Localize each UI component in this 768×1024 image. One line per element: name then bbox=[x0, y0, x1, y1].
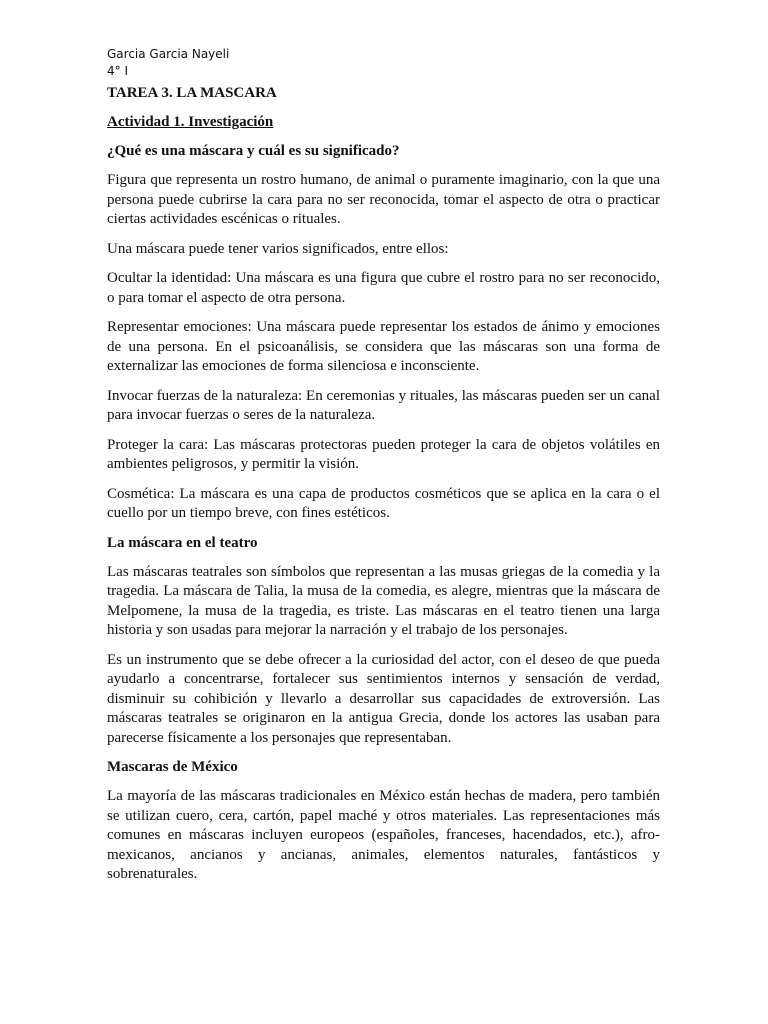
activity-heading-text: Actividad 1. Investigación bbox=[107, 114, 274, 130]
paragraph: Una máscara puede tener varios significados, entre ellos: bbox=[107, 240, 449, 257]
document-page bbox=[107, 46, 660, 895]
paragraph: Proteger la cara: Las máscaras protectoras pueden proteger la cara de objetos volátiles en ambientes peligrosos, y permitir la visión. bbox=[107, 436, 660, 472]
mexico-heading: Mascaras de México bbox=[107, 759, 238, 775]
paragraph: Representar emociones: Una máscara puede representar los estados de ánimo y emociones de una persona. En el psicoanálisis, se considera que las máscaras son una forma de externalizar las emociones de forma silenciosa e inconsciente. bbox=[107, 319, 660, 374]
theatre-heading: La máscara en el teatro bbox=[107, 534, 258, 551]
paragraph: Figura que representa un rostro humano, de animal o puramente imaginario, con la que una persona puede cubrirse la cara para no ser reconocida, tomar el aspecto de otra o practicar ciertas actividades escénicas o rituales. bbox=[107, 172, 660, 227]
paragraph: Es un instrumento que se debe ofrecer a la curiosidad del actor, con el deseo de que pueda ayudarlo a concentrarse, fortalecer sus sentimientos internos y sensación de verdad, disminuir su cohibición y llevarlo a desarrollar sus capacidades de extroversión. Las máscaras teatrales se originaron en la antigua Grecia, donde los actores las usaban para parecerse físicamente a los personajes que representaban. bbox=[107, 651, 660, 746]
question-heading: ¿Qué es una máscara y cuál es su significado? bbox=[107, 143, 400, 159]
group-label: 4° I bbox=[107, 64, 128, 78]
paragraph: Ocultar la identidad: Una máscara es una figura que cubre el rostro para no ser reconocido, o para tomar el aspecto de otra persona. bbox=[107, 270, 660, 306]
author-name: Garcia Garcia Nayeli bbox=[107, 47, 230, 61]
paragraph: La mayoría de las máscaras tradicionales en México están hechas de madera, pero también se utilizan cuero, cera, cartón, papel maché y otros materiales. Las representaciones más comunes en máscaras incluyen europeos (españoles, franceses, hacendados, etc.), afro-mexicanos, ancianos y ancianas, animales, elementos naturales, fantásticos y sobrenaturales. bbox=[107, 788, 660, 882]
paragraph: Cosmética: La máscara es una capa de productos cosméticos que se aplica en la cara o el cuello por un tiempo breve, con fines estéticos. bbox=[107, 485, 660, 521]
paragraph: Invocar fuerzas de la naturaleza: En ceremonias y rituales, las máscaras pueden ser un canal para invocar fuerzas o seres de la naturaleza. bbox=[107, 387, 660, 423]
document-title: TAREA 3. LA MASCARA bbox=[107, 85, 277, 101]
activity-heading bbox=[107, 113, 660, 132]
paragraph: Las máscaras teatrales son símbolos que representan a las musas griegas de la comedia y la tragedia. La máscara de Talia, la musa de la comedia, es alegre, mientras que la máscara de Melpomene, la musa de la tragedia, es triste. Las máscaras en el teatro tienen una larga historia y son usadas para mejorar la narración y el trabajo de los personajes. bbox=[107, 563, 660, 638]
